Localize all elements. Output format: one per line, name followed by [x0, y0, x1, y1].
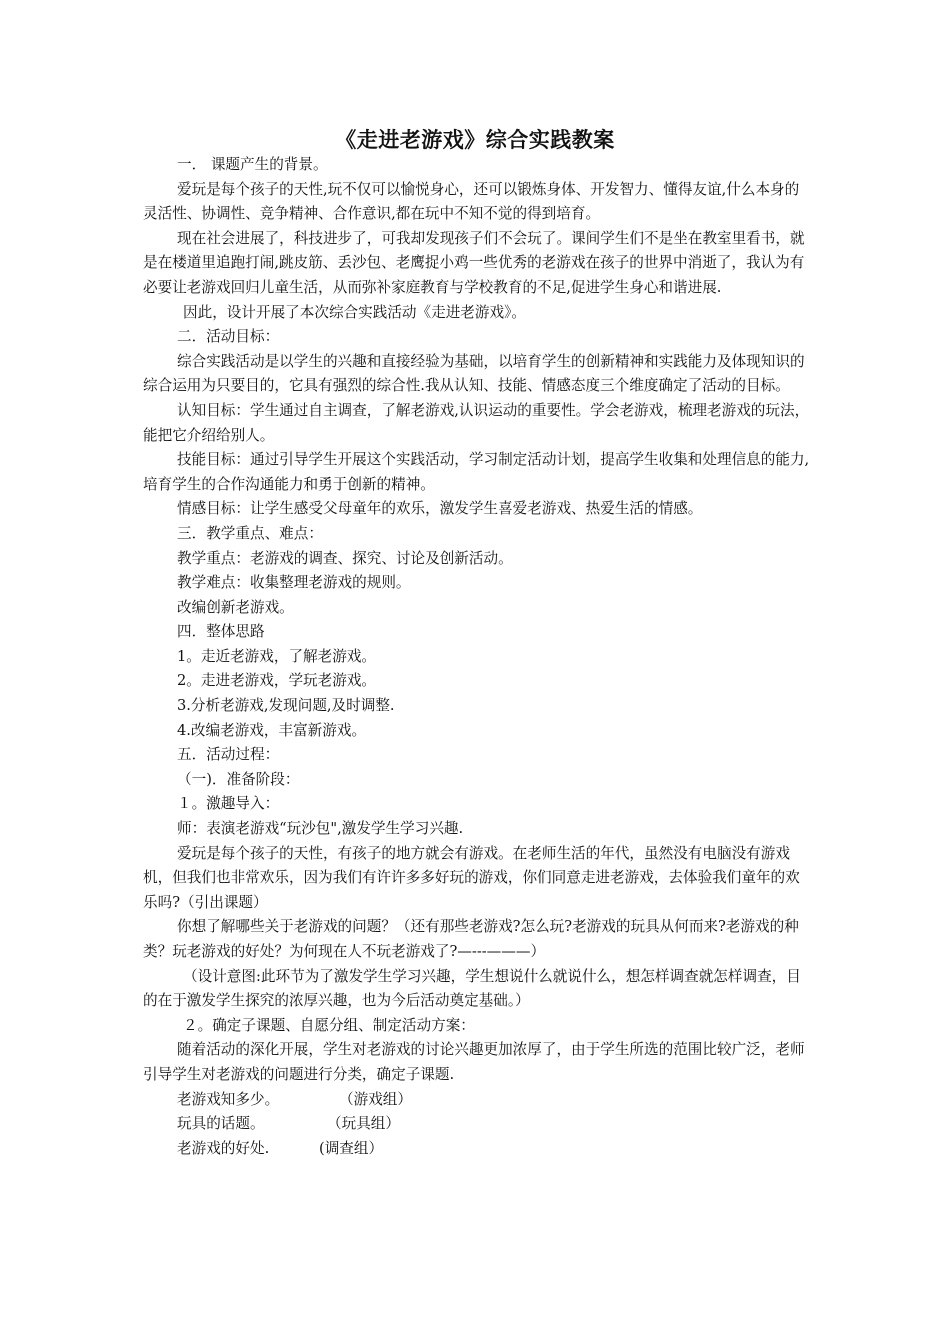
- paragraph: 现在社会进展了，科技进步了，可我却发现孩子们不会玩了。课间学生们不是坐在教室里看书，就是在楼道里追跑打闹,跳皮筋、丢沙包、老鹰捉小鸡一些优秀的老游戏在孩子的世界中消逝了，我认为有必要让老游戏回归儿童生活，从而弥补家庭教育与学校教育的不足,促进学生身心和谐进展.: [143, 229, 805, 296]
- paragraph: 改编创新老游戏。: [177, 598, 294, 616]
- document-title: 《走进老游戏》综合实践教案: [335, 127, 615, 152]
- paragraph: 情感目标：让学生感受父母童年的欢乐，激发学生喜爱老游戏、热爱生活的情感。: [177, 500, 703, 518]
- group-topic: 老游戏知多少。: [177, 1090, 280, 1108]
- section-heading-goals: 二．活动目标：: [177, 328, 280, 346]
- subsection-heading: （一)．准备阶段：: [177, 770, 300, 788]
- group-name: （游戏组）: [339, 1090, 412, 1108]
- paragraph: 爱玩是每个孩子的天性,玩不仅可以愉悦身心，还可以锻炼身体、开发智力、懂得友谊,什么本身的灵活性、协调性、竞争精神、合作意识,都在玩中不知不觉的得到培育。: [143, 180, 800, 223]
- section-heading-background: 一． 课题产生的背景。: [177, 156, 328, 173]
- paragraph: 技能目标：通过引导学生开展这个实践活动，学习制定活动计划，提高学生收集和处理信息的能力,培育学生的合作沟通能力和勇于创新的精神。: [143, 451, 810, 493]
- subsection-heading: ２。确定子课题、自愿分组、制定活动方案：: [183, 1016, 475, 1034]
- document-body: [143, 153, 813, 1161]
- group-topic: 老游戏的好处.: [177, 1139, 270, 1157]
- paragraph: 综合实践活动是以学生的兴趣和直接经验为基础，以培育学生的创新精神和实践能力及体现知识的综合运用为只要目的，它具有强烈的综合性.我从认知、技能、情感态度三个维度确定了活动的目标。: [143, 352, 805, 395]
- paragraph: 因此，设计开展了本次综合实践活动《走进老游戏》。: [183, 303, 526, 321]
- group-line: [143, 1137, 813, 1162]
- group-topic: 玩具的话题。: [177, 1115, 265, 1133]
- paragraph: 教学重点：老游戏的调查、探究、讨论及创新活动。: [177, 549, 513, 567]
- group-line: [143, 1112, 813, 1137]
- group-line: [143, 1088, 813, 1113]
- paragraph: 教学难点：收集整理老游戏的规则。: [177, 574, 411, 592]
- paragraph: （设计意图:此环节为了激发学生学习兴趣，学生想说什么就说什么，想怎样调查就怎样调查，目的在于激发学生探究的浓厚兴趣，也为今后活动奠定基础。）: [143, 967, 801, 1010]
- paragraph: 认知目标：学生通过自主调查，了解老游戏,认识运动的重要性。学会老游戏，梳理老游戏的玩法，能把它介绍给别人。: [143, 401, 810, 444]
- section-heading-key-points: 三．教学重点、难点：: [177, 524, 323, 542]
- subsection-heading: １。激趣导入：: [177, 795, 280, 813]
- paragraph: 随着活动的深化开展，学生对老游戏的讨论兴趣更加浓厚了，由于学生所选的范围比较广泛，老师引导学生对老游戏的问题进行分类，确定子课题.: [143, 1041, 805, 1083]
- paragraph: 师：表演老游戏“玩沙包",激发学生学习兴趣.: [177, 820, 464, 838]
- list-item: 1。走近老游戏，了解老游戏。: [177, 647, 377, 665]
- paragraph: 你想了解哪些关于老游戏的问题？（还有那些老游戏?怎么玩?老游戏的玩具从何而来?老游戏的种类？玩老游戏的好处？为何现在人不玩老游戏了?—---———）: [143, 918, 799, 960]
- list-item: 4.改编老游戏，丰富新游戏。: [177, 721, 367, 739]
- list-item: 3.分析老游戏,发现问题,及时调整.: [177, 697, 395, 715]
- group-name: （玩具组）: [327, 1115, 400, 1133]
- list-item: 2。走进老游戏，学玩老游戏。: [177, 672, 377, 690]
- paragraph: 爱玩是每个孩子的天性，有孩子的地方就会有游戏。在老师生活的年代，虽然没有电脑没有游戏机，但我们也非常欢乐，因为我们有许许多多好玩的游戏，你们同意走进老游戏，去体验我们童年的欢乐吗?（引出课题）: [143, 844, 800, 911]
- section-heading-process: 五．活动过程：: [177, 746, 280, 764]
- section-heading-approach: 四．整体思路: [177, 623, 265, 641]
- group-name: (调查组）: [319, 1139, 384, 1157]
